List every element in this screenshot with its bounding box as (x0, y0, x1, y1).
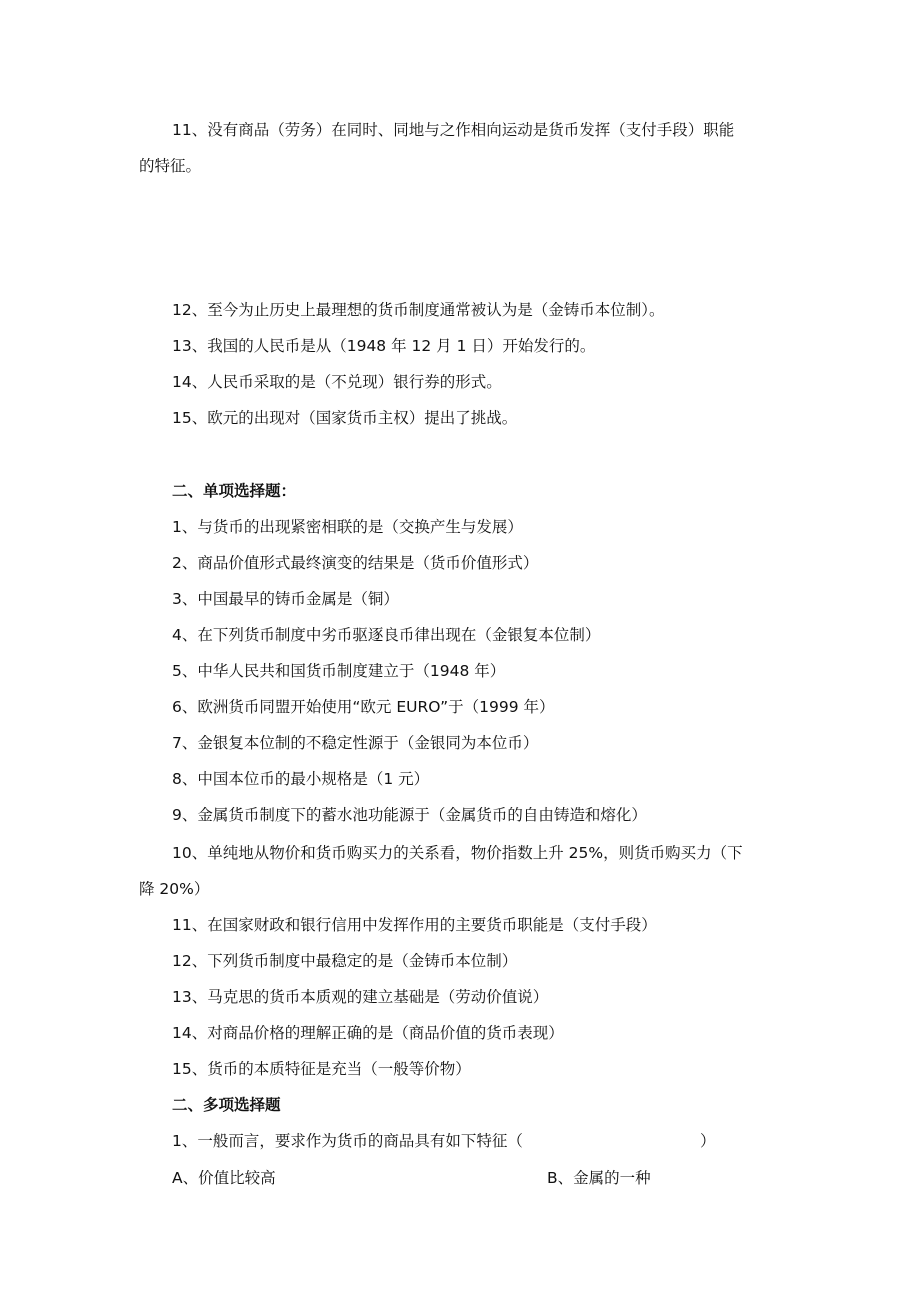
single-choice-item-4: 4、在下列货币制度中劣币驱逐良币律出现在（金银复本位制） (172, 626, 601, 644)
single-choice-item-10-line2: 降 20%） (139, 880, 210, 898)
single-choice-heading: 二、单项选择题： (172, 482, 297, 500)
fill-blank-15: 15、欧元的出现对（国家货币主权）提出了挑战。 (172, 409, 518, 427)
fill-blank-14: 14、人民币采取的是（不兑现）银行券的形式。 (172, 373, 502, 391)
single-choice-item-13: 13、马克思的货币本质观的建立基础是（劳动价值说） (172, 988, 549, 1006)
fill-blank-13: 13、我国的人民币是从（1948 年 12 月 1 日）开始发行的。 (172, 337, 596, 355)
single-choice-item-11: 11、在国家财政和银行信用中发挥作用的主要货币职能是（支付手段） (172, 916, 657, 934)
multi-choice-heading: 二、多项选择题 (172, 1096, 281, 1114)
fill-blank-11-line1: 11、没有商品（劳务）在同时、同地与之作相向运动是货币发挥（支付手段）职能 (172, 121, 735, 139)
single-choice-item-14: 14、对商品价格的理解正确的是（商品价值的货币表现） (172, 1024, 564, 1042)
multi-choice-q1-option-a: A、价值比较高 (172, 1169, 276, 1187)
single-choice-item-5: 5、中华人民共和国货币制度建立于（1948 年） (172, 662, 506, 680)
single-choice-item-1: 1、与货币的出现紧密相联的是（交换产生与发展） (172, 518, 523, 536)
single-choice-item-12: 12、下列货币制度中最稳定的是（金铸币本位制） (172, 952, 518, 970)
single-choice-item-2: 2、商品价值形式最终演变的结果是（货币价值形式） (172, 554, 539, 572)
single-choice-item-10-line1: 10、单纯地从物价和货币购买力的关系看，物价指数上升 25%，则货币购买力（下 (172, 844, 743, 862)
single-choice-item-8: 8、中国本位币的最小规格是（1 元） (172, 770, 430, 788)
multi-choice-q1-close-paren: ） (700, 1132, 716, 1150)
single-choice-item-6: 6、欧洲货币同盟开始使用“欧元 EURO”于（1999 年） (172, 698, 555, 716)
fill-blank-11-line2: 的特征。 (139, 157, 202, 175)
multi-choice-q1-option-b: B、金属的一种 (547, 1169, 651, 1187)
single-choice-item-3: 3、中国最早的铸币金属是（铜） (172, 590, 399, 608)
fill-blank-12: 12、至今为止历史上最理想的货币制度通常被认为是（金铸币本位制）。 (172, 301, 665, 319)
multi-choice-q1-stem: 1、一般而言，要求作为货币的商品具有如下特征（ (172, 1132, 523, 1150)
single-choice-item-15: 15、货币的本质特征是充当（一般等价物） (172, 1060, 471, 1078)
single-choice-item-9: 9、金属货币制度下的蓄水池功能源于（金属货币的自由铸造和熔化） (172, 806, 647, 824)
single-choice-item-7: 7、金银复本位制的不稳定性源于（金银同为本位币） (172, 734, 539, 752)
